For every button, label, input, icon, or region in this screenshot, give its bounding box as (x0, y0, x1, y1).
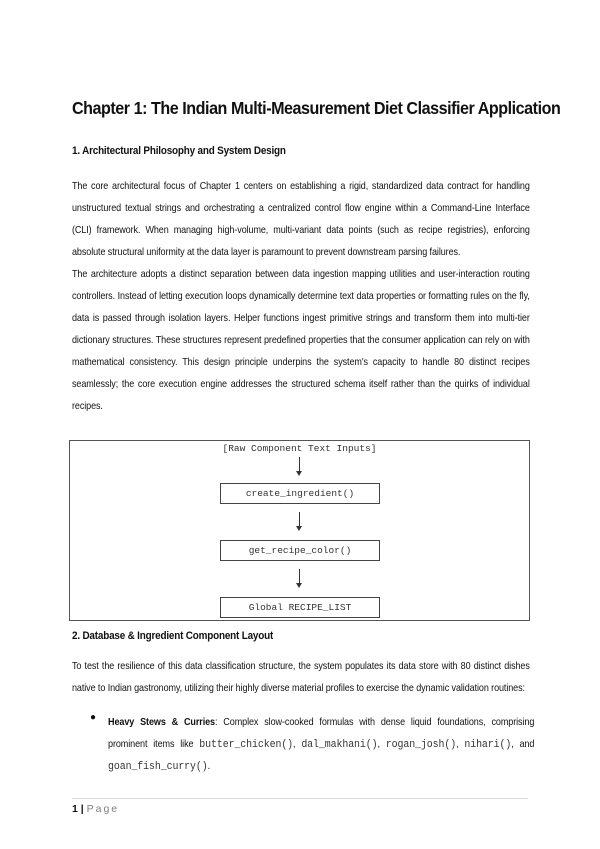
section-2-heading: 2. Database & Ingredient Component Layout (72, 630, 274, 642)
bullet-label: Heavy Stews & Curries (108, 717, 216, 728)
section-1-paragraph-2: The architecture adopts a distinct separation between data ingestion mapping utilities and user-interaction routing controllers. Instead of letting execution loops dynamically determine text data properties or formatting rules on the fly, data is passed through isolation layers. Helper functions ingest primitive strings and transform them into multi-tier dictionary structures. These structures represent predefined properties that the consumer application can rely on with mathematical consistency. This design principle underpins the system's capacity to handle 80 distinct recipes seamlessly; the core execution engine addresses the structured schema itself rather than the quirks of individual recipes. (72, 269, 530, 412)
diagram-step-get-recipe-color: get_recipe_color() (220, 540, 380, 561)
separator: , (293, 739, 302, 750)
page-number: 1 (72, 803, 78, 815)
section-2-paragraph-1: To test the resilience of this data classification structure, the system populates its data store with 80 distinct dishes native to Indian gastronomy, utilizing their highly diverse material profiles to exercise the dynamic validation routines: (72, 661, 530, 694)
separator: , (456, 739, 465, 750)
bullet-end: . (207, 761, 211, 772)
arrow-3 (299, 569, 300, 583)
code-goan-fish-curry: goan_fish_curry() (108, 761, 208, 773)
arrowhead-1 (296, 471, 302, 476)
footer-separator: | (77, 803, 87, 815)
footer-divider (72, 798, 528, 799)
arrowhead-3 (296, 583, 302, 588)
diagram-title: [Raw Component Text Inputs] (222, 443, 377, 454)
bullet-text (108, 712, 534, 778)
bullet-icon: ● (90, 712, 97, 723)
section-1-paragraph-1: The core architectural focus of Chapter 1 centers on establishing a rigid, standardized data contract for handling unstructured textual strings and orchestrating a centralized control flow engine within a Command-Line Interface (CLI) framework. When managing high-volume, multi-variant data points (such as recipe registries), enforcing absolute structural uniformity at the data layer is paramount to prevent downstream parsing failures. (72, 181, 530, 258)
separator: , (377, 739, 386, 750)
code-nihari: nihari() (464, 739, 512, 751)
code-rogan-josh: rogan_josh() (385, 739, 457, 751)
flow-diagram (69, 440, 530, 621)
code-butter-chicken: butter_chicken() (199, 739, 294, 751)
arrow-1 (299, 457, 300, 471)
diagram-step-create-ingredient: create_ingredient() (220, 483, 380, 504)
section-1-heading: 1. Architectural Philosophy and System Design (72, 145, 286, 157)
page-footer (72, 803, 119, 815)
diagram-step-recipe-list: Global RECIPE_LIST (220, 597, 380, 618)
chapter-title: Chapter 1: The Indian Multi-Measurement Diet Classifier Application (72, 98, 561, 118)
and-text: , and (511, 739, 535, 750)
arrowhead-2 (296, 526, 302, 531)
bullet-body: : Complex slow-cooked formulas with dense liquid foundations, comprising prominent items like (108, 717, 535, 750)
code-dal-makhani: dal_makhani() (301, 739, 378, 751)
arrow-2 (299, 512, 300, 526)
page-label: Page (86, 803, 120, 815)
